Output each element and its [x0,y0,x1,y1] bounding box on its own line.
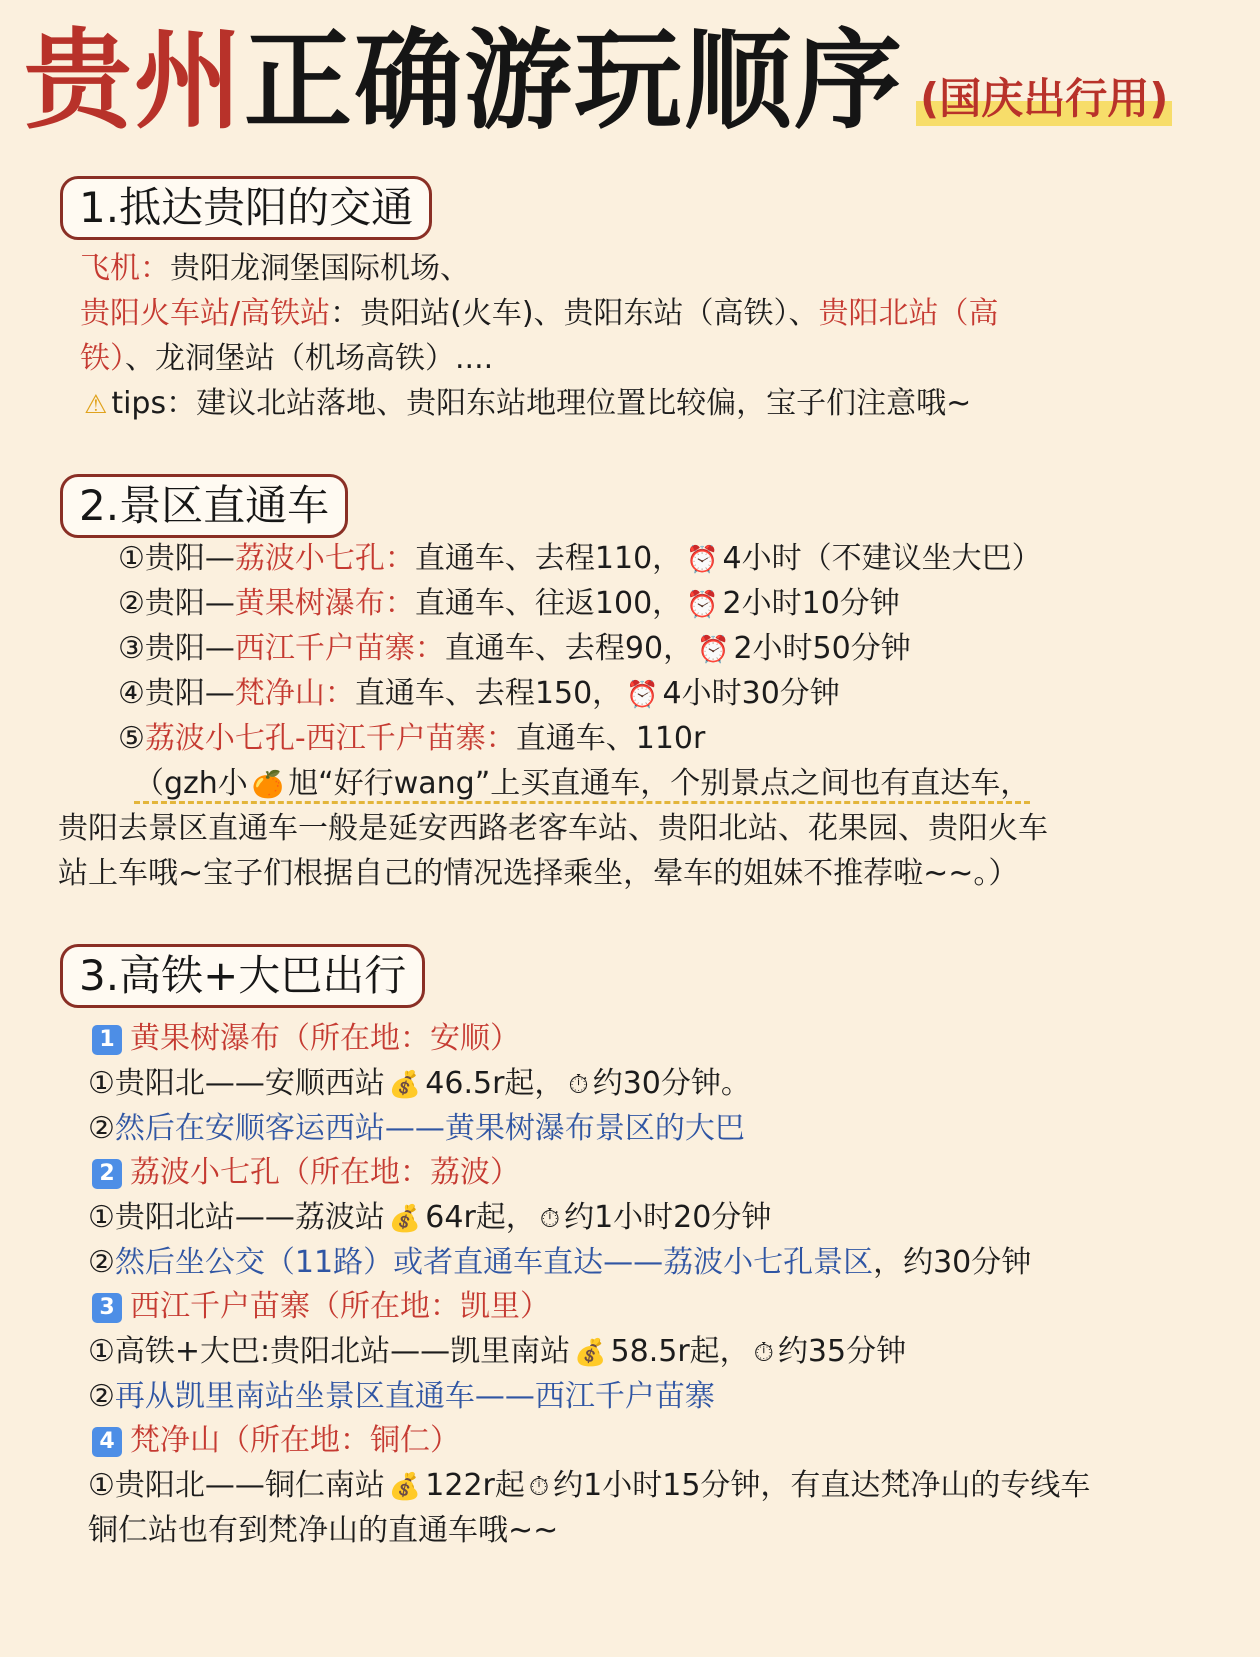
route-prefix: ③贵阳— [118,631,235,666]
stopwatch-icon: ⏱ [539,1204,561,1234]
price: 46.5r起， [425,1066,565,1101]
alarm-clock-icon: ⏰ [686,590,719,620]
block-title: 黄果树瀑布（所在地：安顺） [130,1021,520,1056]
route-text: 直通车、去程150， [354,676,623,711]
block-1-line-a [88,1062,751,1107]
block-4-line-a [88,1464,1090,1509]
s2-note-3: 站上车哦~宝子们根据自己的情况选择乘坐，晕车的姐妹不推荐啦~~。） [58,856,1019,891]
prefix: ② [88,1245,115,1280]
route-text: 直通车、往返100， [414,586,683,621]
s1-line-3 [80,337,493,381]
route-1 [118,537,1042,582]
number-2-icon: 2 [92,1159,122,1189]
block-2-title [92,1151,520,1195]
duration: 约1小时20分钟 [564,1200,772,1235]
label: 飞机： [80,251,170,286]
orange-icon: 🍊 [251,770,285,800]
money-bag-icon: 💰 [388,1472,422,1502]
block-2-line-a [88,1196,771,1241]
route-dest: 荔波小七孔： [234,541,415,576]
route-dest: 梵净山： [234,676,355,711]
title-subtitle: (国庆出行用) [916,66,1172,126]
red-text: 铁） [80,341,125,376]
block-1-line-b [88,1107,745,1151]
s1-line-2 [80,292,999,336]
number-4-icon: 4 [92,1427,122,1457]
section-3-heading: 3.高铁+大巴出行 [60,944,425,1008]
blue-text: 然后坐公交（11路）或者直通车直达——荔波小七孔景区 [114,1245,874,1280]
number-1-icon: 1 [92,1025,122,1055]
route-dest: 西江千户苗寨： [234,631,445,666]
route-prefix: ②贵阳— [118,586,235,621]
s1-tip [80,382,971,427]
text: 、龙洞堡站（机场高铁）.... [125,341,494,376]
block-1-title [92,1017,520,1061]
alarm-clock-icon: ⏰ [686,545,719,575]
red-text: 贵阳北站（高 [818,296,999,331]
route-prefix: ⑤ [118,721,145,756]
route-5 [118,717,705,761]
route-prefix: ④贵阳— [118,676,235,711]
block-4-title [92,1419,460,1463]
block-2-line-b [88,1241,1031,1285]
stopwatch-icon: ⏱ [568,1070,589,1100]
route-prefix: ①贵阳— [118,541,235,576]
money-bag-icon: 💰 [388,1070,422,1100]
note-highlight [134,766,1030,804]
price: 58.5r起， [610,1334,750,1369]
route-time: 2小时10分钟 [722,586,900,621]
money-bag-icon: 💰 [388,1204,422,1234]
money-bag-icon: 💰 [574,1338,607,1368]
s1-line-1 [80,247,470,291]
section-2-heading: 2.景区直通车 [60,474,348,538]
text: 贵阳龙洞堡国际机场、 [170,251,470,286]
route: ①贵阳北站——荔波站 [88,1200,385,1235]
prefix: ② [88,1379,115,1414]
price: 64r起， [425,1200,536,1235]
label: 贵阳火车站/高铁站 [80,296,331,331]
duration: 约30分钟。 [592,1066,751,1101]
section-1-heading: 1.抵达贵阳的交通 [60,176,432,240]
s2-note-2: 贵阳去景区直通车一般是延安西路老客车站、贵阳北站、花果园、贵阳火车 [58,811,1048,846]
stopwatch-icon: ⏱ [753,1338,774,1368]
route-2 [118,582,900,627]
alarm-clock-icon: ⏰ [697,635,730,665]
route-3 [118,627,911,672]
route-dest: 荔波小七孔-西江千户苗寨： [144,721,516,756]
title-red: 贵州 [24,19,245,144]
route-time: 4小时30分钟 [662,676,840,711]
number-3-icon: 3 [92,1293,122,1323]
block-title: 荔波小七孔（所在地：荔波） [130,1155,520,1190]
route-text: 直通车、去程110， [414,541,683,576]
duration: 约35分钟 [777,1334,907,1369]
route-4 [118,672,840,717]
route: ①贵阳北——铜仁南站 [88,1468,385,1503]
alarm-clock-icon: ⏰ [626,680,659,710]
route-time: 4小时（不建议坐大巴） [722,541,1042,576]
suffix: ，约30分钟 [873,1245,1032,1280]
block-title: 西江千户苗寨（所在地：凯里） [130,1289,550,1324]
prefix: ② [88,1111,115,1146]
route: ①高铁+大巴:贵阳北站——凯里南站 [88,1334,571,1369]
route-dest: 黄果树瀑布： [234,586,415,621]
warning-icon: ⚠ [84,390,108,420]
route-text: 直通车、去程90， [444,631,694,666]
block-3-title [92,1285,550,1329]
route-text: 直通车、110r [515,721,706,756]
block-4-line-b: 铜仁站也有到梵净山的直通车哦~~ [88,1513,559,1548]
page-title [24,19,1172,144]
note-a: （gzh小 [134,766,248,801]
blue-text: 然后在安顺客运西站——黄果树瀑布景区的大巴 [114,1111,745,1146]
block-3-line-a [88,1330,906,1375]
note-b: 旭“好行wang”上买直通车，个别景点之间也有直达车， [288,766,1031,801]
price: 122r起 [425,1468,525,1503]
blue-text: 再从凯里南站坐景区直通车——西江千户苗寨 [114,1379,715,1414]
route-time: 2小时50分钟 [733,631,911,666]
block-title: 梵净山（所在地：铜仁） [130,1423,460,1458]
route: ①贵阳北——安顺西站 [88,1066,385,1101]
stopwatch-icon: ⏱ [528,1472,550,1502]
block-3-line-b [88,1375,715,1419]
title-black: 正确游玩顺序 [244,19,905,144]
text: ：贵阳站(火车)、贵阳东站（高铁）、 [330,296,819,331]
duration: 约1小时15分钟，有直达梵净山的专线车 [553,1468,1091,1503]
s2-note-1 [134,762,1030,807]
tip-text: tips：建议北站落地、贵阳东站地理位置比较偏，宝子们注意哦~ [111,386,972,421]
